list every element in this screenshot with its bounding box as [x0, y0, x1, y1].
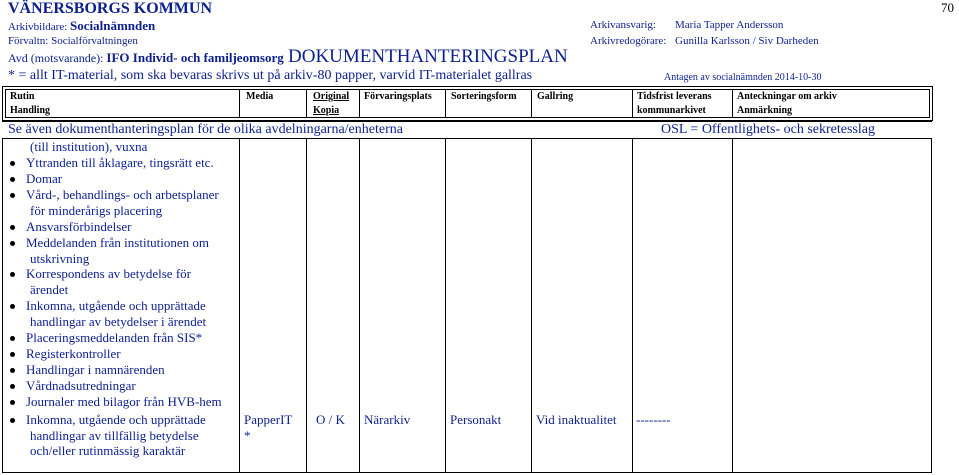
- bullet: [10, 161, 15, 166]
- it-note: * = allt IT-material, som ska bevaras skrivs ut på arkiv-80 papper, varvid IT-materialet gallras: [8, 68, 533, 83]
- list-item: Registerkontroller: [26, 346, 121, 361]
- archive-creator: [8, 18, 155, 34]
- row-storage: Närarkiv: [364, 412, 411, 427]
- col-deadline-line2: kommunarkivet: [637, 105, 706, 116]
- list-item: Domar: [26, 171, 63, 186]
- col-sep: [445, 138, 446, 473]
- row-media-asterisk: *: [244, 428, 251, 443]
- list-item: Yttranden till åklagare, tingsrätt etc.: [26, 155, 214, 170]
- bullet: [10, 193, 15, 198]
- list-item: Placeringsmeddelanden från SIS*: [26, 330, 203, 345]
- list-item: Vård-, behandlings- och arbetsplaner: [26, 187, 219, 202]
- org-name: VÄNERSBORGS KOMMUN: [8, 0, 213, 17]
- list-item-cont: handlingar av tillfällig betydelse: [30, 428, 199, 443]
- col-deadline: [637, 90, 712, 118]
- table-border-right: [931, 138, 932, 473]
- col-deadline-line1: Tidsfrist leverans: [637, 91, 712, 102]
- responsible-value: Maria Tapper Andersson: [675, 19, 784, 31]
- table-border-bottom: [2, 472, 932, 473]
- recordkeepers-label: Arkivredogörare:: [590, 35, 667, 47]
- bullet: [10, 352, 15, 357]
- list-item-cont: handlingar av betydelser i ärendet: [30, 314, 207, 329]
- list-item: Vårdnadsutredningar: [26, 378, 136, 393]
- col-sorting: Sorteringsform: [451, 91, 517, 102]
- dept-value: IFO Individ- och familjeomsorg: [106, 50, 284, 65]
- bullet: [10, 225, 15, 230]
- bullet: [10, 418, 15, 423]
- row-deadline: --------: [636, 412, 671, 427]
- row-media: PapperIT: [244, 412, 293, 427]
- bullet: [10, 368, 15, 373]
- list-item-cont: ärendet: [30, 282, 69, 297]
- continuation-text: (till institution), vuxna: [30, 139, 148, 154]
- bullet: [10, 272, 15, 277]
- doc-title: DOKUMENTHANTERINGSPLAN: [288, 46, 568, 67]
- bullet: [10, 384, 15, 389]
- dept-label: Avd (motsvarande):: [8, 51, 104, 65]
- col-original: [313, 90, 349, 118]
- responsible-label: Arkivansvarig:: [590, 19, 656, 31]
- row-disposal: Vid inaktualitet: [536, 412, 617, 427]
- col-sep: [239, 89, 240, 117]
- col-notes: [737, 90, 837, 118]
- col-storage: Förvaringsplats: [364, 91, 432, 102]
- col-sep: [531, 138, 532, 473]
- col-sep: [239, 138, 240, 473]
- department: [8, 50, 284, 66]
- col-sep: [531, 89, 532, 117]
- col-rutin: Rutin: [10, 91, 35, 102]
- archive-creator-value: Socialnämnden: [70, 18, 156, 33]
- col-sep: [359, 89, 360, 117]
- col-notes-line2: Anmärkning: [737, 105, 793, 116]
- recordkeepers-value: Gunilla Karlsson / Siv Darheden: [675, 35, 819, 47]
- adopted-date: Antagen av socialnämnden 2014-10-30: [664, 72, 822, 83]
- archive-creator-label: Arkivbildare:: [8, 21, 68, 33]
- list-item: Korrespondens av betydelse för: [26, 266, 191, 281]
- col-disposal: Gallring: [537, 91, 574, 102]
- col-sep: [732, 138, 733, 473]
- subheader-left: Se även dokumenthanteringsplan för de olika avdelningarna/enheterna: [8, 122, 403, 137]
- bullet: [10, 304, 15, 309]
- list-item: Ansvarsförbindelser: [26, 219, 132, 234]
- bullet: [10, 400, 15, 405]
- subheader-right: OSL = Offentlighets- och sekretesslag: [661, 122, 875, 137]
- col-sep: [359, 138, 360, 473]
- row-original: O / K: [316, 412, 345, 427]
- bullet: [10, 177, 15, 182]
- admin-value: Socialförvaltningen: [51, 35, 138, 47]
- col-sep: [445, 89, 446, 117]
- list-item-cont: och/eller rutinmässig karaktär: [30, 443, 186, 458]
- col-notes-line1: Anteckningar om arkiv: [737, 91, 837, 102]
- list-item-cont: för minderårigs placering: [30, 203, 163, 218]
- list-item: Handlingar i namnärenden: [26, 362, 165, 377]
- col-sep: [632, 89, 633, 117]
- col-handling: Handling: [10, 105, 51, 116]
- list-item: Journaler med bilagor från HVB-hem: [26, 394, 222, 409]
- col-media: Media: [246, 91, 274, 102]
- list-item: Inkomna, utgående och upprättade: [26, 412, 206, 427]
- bullet: [10, 336, 15, 341]
- col-sep: [306, 89, 307, 117]
- col-sep: [306, 138, 307, 473]
- table-border-left: [2, 138, 3, 473]
- list-item: Inkomna, utgående och upprättade: [26, 298, 206, 313]
- bullet: [10, 241, 15, 246]
- administration: [8, 35, 138, 47]
- col-sep: [732, 89, 733, 117]
- col-sep: [632, 138, 633, 473]
- admin-label: Förvaltn:: [8, 35, 49, 47]
- col-rutin-handling: [10, 90, 50, 118]
- col-original-line2: Kopia: [313, 105, 340, 116]
- col-original-line1: Original: [313, 91, 350, 102]
- list-item-cont: utskrivning: [30, 251, 90, 266]
- list-item: Meddelanden från institutionen om: [26, 235, 210, 250]
- page-number: 70: [941, 0, 954, 15]
- row-sorting: Personakt: [450, 412, 502, 427]
